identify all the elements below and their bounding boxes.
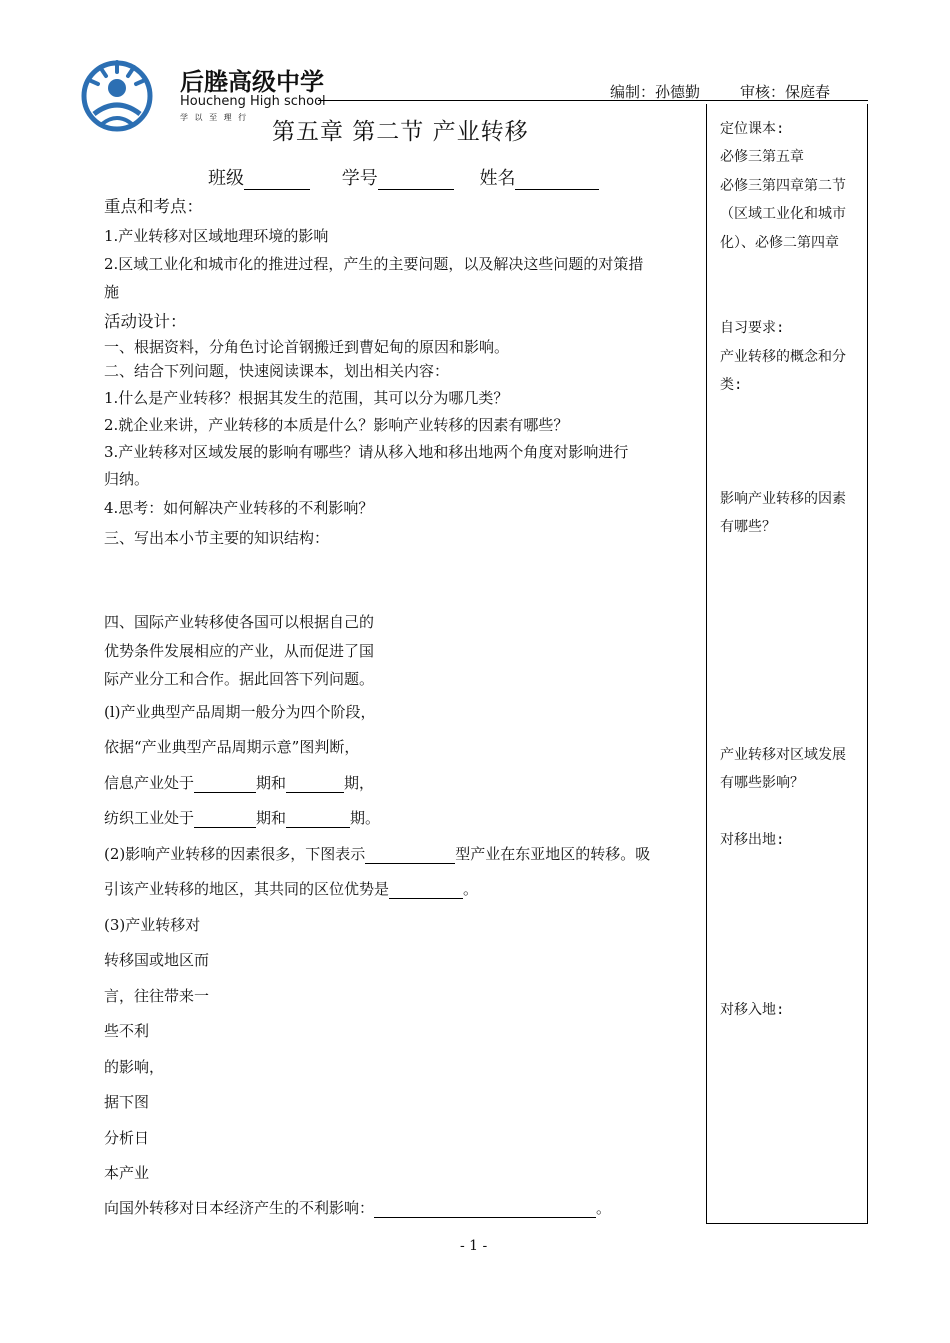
sidebar-factors: 影响产业转移的因素有哪些？	[720, 491, 846, 536]
blank-info-2[interactable]	[286, 778, 344, 793]
blank-textile-1[interactable]	[194, 813, 256, 828]
part-1-textile: 纺织工业处于 期和 期。	[104, 809, 381, 827]
school-name-cn: 后塍高级中学	[180, 68, 324, 96]
sidebar-in-region: 对移入地:	[720, 1002, 785, 1018]
name-label: 姓名	[479, 168, 516, 189]
credits	[610, 81, 870, 102]
activity-heading: 活动设计：	[104, 312, 187, 331]
class-field[interactable]	[244, 171, 310, 190]
blank-textile-2[interactable]	[286, 813, 350, 828]
question-3-cont: 归纳。	[104, 470, 150, 488]
part-1-info-industry: 信息产业处于 期和 期，	[104, 774, 375, 792]
id-field[interactable]	[378, 171, 454, 190]
sidebar-concept: 产业转移的概念和分类:	[720, 349, 846, 394]
part-1-line-1: (l)产业典型产品周期一般分为四个阶段，	[104, 703, 376, 721]
notes-sidebar	[706, 104, 868, 1224]
sidebar-textbook-1: 必修三第五章	[720, 149, 804, 165]
part-2-line-2: 引该产业转移的地区，其共同的区位优势是 。	[104, 880, 479, 898]
activity-2: 二、结合下列问题，快速阅读课本，划出相关内容：	[104, 362, 450, 380]
reviewer: 审核：保庭春	[740, 83, 831, 101]
activity-4-line-1: 四、国际产业转移使各国可以根据自己的	[104, 613, 375, 631]
question-4: 4.思考：如何解决产业转移的不利影响？	[104, 499, 374, 517]
part-2-line-1: (2)影响产业转移的因素很多，下图表示 型产业在东亚地区的转移。吸	[104, 845, 651, 863]
part-3-line-1: (3)产业转移对	[104, 916, 201, 934]
blank-location-advantage[interactable]	[389, 884, 463, 899]
part-1-line-2: 依据“产业典型产品周期示意”图判断，	[104, 738, 360, 756]
question-2: 2.就企业来讲，产业转移的本质是什么？影响产业转移的因素有哪些？	[104, 416, 569, 434]
page-number: - 1 -	[460, 1238, 488, 1254]
key-point-2-cont: 施	[104, 283, 120, 301]
part-3-line-7: 分析日	[104, 1129, 150, 1147]
key-point-2: 2.区域工业化和城市化的推进过程，产生的主要问题，以及解决这些问题的对策措	[104, 255, 644, 273]
blank-negative-impact[interactable]	[374, 1203, 596, 1218]
school-name-en: Houcheng High school	[180, 94, 326, 109]
question-1: 1.什么是产业转移？根据其发生的范围，其可以分为哪几类？	[104, 389, 509, 407]
id-label: 学号	[341, 168, 378, 189]
name-field[interactable]	[515, 171, 599, 190]
activity-1: 一、根据资料，分角色讨论首钢搬迁到曹妃甸的原因和影响。	[104, 338, 510, 356]
key-point-1: 1.产业转移对区域地理环境的影响	[104, 227, 329, 245]
part-3-line-8: 本产业	[104, 1164, 150, 1182]
class-label: 班级	[208, 168, 244, 189]
page-title: 第五章 第二节 产业转移	[272, 119, 529, 145]
question-3: 3.产业转移对区域发展的影响有哪些？请从移入地和移出地两个角度对影响进行	[104, 443, 629, 461]
part-3-line-6: 据下图	[104, 1093, 150, 1111]
blank-info-1[interactable]	[194, 778, 256, 793]
part-3-line-2: 转移国或地区而	[104, 951, 210, 969]
part-3-line-4: 些不利	[104, 1022, 150, 1040]
part-3-line-9: 向国外转移对日本经济产生的不利影响： 。	[104, 1199, 612, 1217]
header-rule	[318, 100, 868, 101]
student-info	[208, 164, 599, 190]
school-motto: 学 以 至 理 行	[180, 113, 249, 122]
sidebar-impacts: 产业转移对区域发展有哪些影响？	[720, 747, 846, 792]
sidebar-self-study-label: 自习要求:	[720, 320, 785, 336]
activity-4-line-3: 际产业分工和合作。据此回答下列问题。	[104, 670, 375, 688]
sidebar-textbook-label: 定位课本:	[720, 121, 785, 137]
part-3-line-5: 的影响，	[104, 1058, 165, 1076]
activity-3: 三、写出本小节主要的知识结构：	[104, 529, 330, 547]
sidebar-out-region: 对移出地:	[720, 832, 785, 848]
sidebar-textbook-2: 必修三第四章第二节（区域工业化和城市化）、必修二第四章	[720, 178, 846, 251]
key-points-heading: 重点和考点：	[104, 197, 203, 216]
part-3-line-3: 言，往往带来一	[104, 987, 210, 1005]
blank-industry-type[interactable]	[365, 849, 455, 864]
editor: 编制：孙德勤	[610, 83, 701, 101]
activity-4-line-2: 优势条件发展相应的产业，从而促进了国	[104, 642, 375, 660]
